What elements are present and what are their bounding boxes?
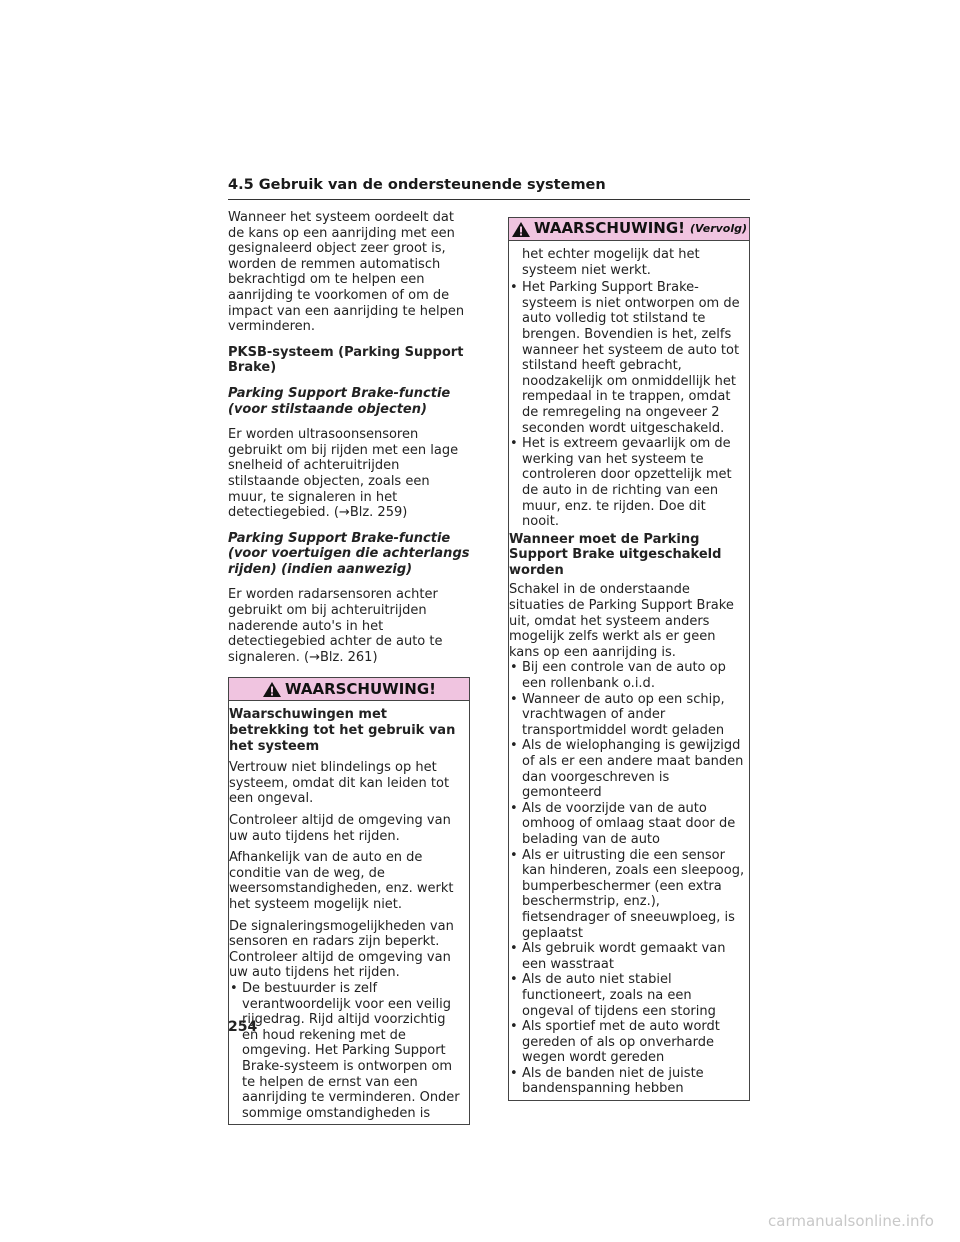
list-item: • De bestuurder is zelf verantwoordelijk voor een veilig rijgedrag. Rijd altijd voorzichtig en houd rekening met de omgeving. Het Parking Support Brake-systeem is ontworpen om te helpen de ernst van een aanrijding te verminderen. Onder sommige omstandigheden is <box>229 981 465 1121</box>
warning-triangle-icon <box>262 681 282 698</box>
list-item: • Als er uitrusting die een sensor kan hinderen, zoals een sleepoog, bumperbeschermer (een extra beschermstrip, enz.), fietsendrager of sneeuwploeg, is geplaatst <box>509 848 745 942</box>
list-item: • Als de wielophanging is gewijzigd of als er een andere maat banden dan voorgeschreven is gemonteerd <box>509 738 745 800</box>
list-item: • Als sportief met de auto wordt gereden of als op onverharde wegen wordt gereden <box>509 1019 745 1066</box>
section-title: 4.5 Gebruik van de ondersteunende systemen <box>228 177 606 193</box>
page-reference-link[interactable]: Blz. 261 <box>320 649 373 665</box>
warning-header <box>229 678 469 701</box>
warning-body <box>509 241 749 1100</box>
warning-paragraph: Afhankelijk van de auto en de conditie van de weg, de weersomstandigheden, enz. werkt het systeem mogelijk niet. <box>229 850 454 912</box>
static-objects-heading: Parking Support Brake-functie (voor stilstaande objecten) <box>228 385 451 417</box>
warning-title: WAARSCHUWING! <box>284 679 437 698</box>
warning-intro: Schakel in de onderstaande situaties de Parking Support Brake uit, omdat het systeem anders mogelijk zelfs werkt als er geen kans op een aanrijding is. <box>509 582 734 660</box>
warning-header <box>509 218 749 241</box>
list-item: • Als de auto niet stabiel functioneert, zoals na een ongeval of tijdens een storing <box>509 972 745 1019</box>
warning-subheading: Wanneer moet de Parking Support Brake uitgeschakeld worden <box>509 531 722 578</box>
watermark[interactable]: carmanualsonline.info <box>768 1212 934 1230</box>
warning-paragraph: Controleer altijd de omgeving van uw auto tijdens het rijden. <box>229 813 451 844</box>
static-objects-paragraph: Er worden ultrasoonsensoren gebruikt om bij rijden met een lage snelheid of achteruitrijden stilstaande objecten, zoals een muur, te signaleren in het detectiegebied. (→Blz. 259) <box>228 427 459 521</box>
page-reference-link[interactable]: Blz. 259 <box>349 505 403 521</box>
page-number: 254 <box>228 1019 258 1035</box>
right-column <box>508 217 750 1101</box>
warning-continuation: het echter mogelijk dat het systeem niet werkt. <box>522 247 700 278</box>
warning-box <box>228 677 470 1125</box>
warning-bullet-list <box>509 280 745 530</box>
warning-bullet-list <box>229 981 465 1121</box>
pksb-heading: PKSB-systeem (Parking Support Brake) <box>228 344 464 376</box>
rear-vehicles-paragraph: Er worden radarsensoren achter gebruikt om bij achteruitrijden naderende auto's in het detectiegebied achter de auto te signaleren. (→Blz. 261) <box>228 587 443 665</box>
warning-body <box>229 701 469 1124</box>
continued-label: (Vervolg) <box>690 222 748 236</box>
arrow-icon: → <box>338 505 350 521</box>
warning-subheading: Waarschuwingen met betrekking tot het gebruik van het systeem <box>229 707 456 754</box>
list-item: • Als gebruik wordt gemaakt van een wasstraat <box>509 941 745 972</box>
arrow-icon: → <box>309 649 320 665</box>
list-item: • Het is extreem gevaarlijk om de werking van het systeem te controleren door opzettelijk met de auto in de richting van een muur, enz. te rijden. Doe dit nooit. <box>509 436 745 530</box>
intro-paragraph: Wanneer het systeem oordeelt dat de kans op een aanrijding met een gesignaleerd object zeer groot is, worden de remmen automatisch bekrachtigd om te helpen een aanrijding te voorkomen of om de impact van een aanrijding te helpen verminderen. <box>228 210 465 335</box>
warning-box-continued <box>508 217 750 1101</box>
section-divider <box>228 199 750 200</box>
list-item: • Als de banden niet de juiste bandenspanning hebben <box>509 1066 745 1097</box>
warning-triangle-icon <box>511 221 531 238</box>
list-item: • Het Parking Support Brake-systeem is niet ontworpen om de auto volledig tot stilstand te brengen. Bovendien is het, zelfs wanneer het systeem de auto tot stilstand heeft gebracht, noodzakelijk om onmiddellijk het rempedaal in te trappen, omdat de remregeling na ongeveer 2 seconden wordt uitgeschakeld. <box>509 280 745 436</box>
warning-paragraph: De signaleringsmogelijkheden van sensoren en radars zijn beperkt. Controleer altijd de omgeving van uw auto tijdens het rijden. <box>229 918 454 981</box>
situations-list <box>509 660 745 1097</box>
rear-vehicles-heading: Parking Support Brake-functie (voor voertuigen die achterlangs rijden) (indien aanwezig) <box>228 530 470 577</box>
warning-paragraph: Vertrouw niet blindelings op het systeem, omdat dit kan leiden tot een ongeval. <box>229 760 450 807</box>
list-item: • Als de voorzijde van de auto omhoog of omlaag staat door de belading van de auto <box>509 801 745 848</box>
left-column <box>228 210 470 1125</box>
list-item: • Bij een controle van de auto op een rollenbank o.i.d. <box>509 660 745 691</box>
warning-title: WAARSCHUWING! <box>533 219 685 238</box>
list-item: • Wanneer de auto op een schip, vrachtwagen of ander transportmiddel wordt geladen <box>509 692 745 739</box>
